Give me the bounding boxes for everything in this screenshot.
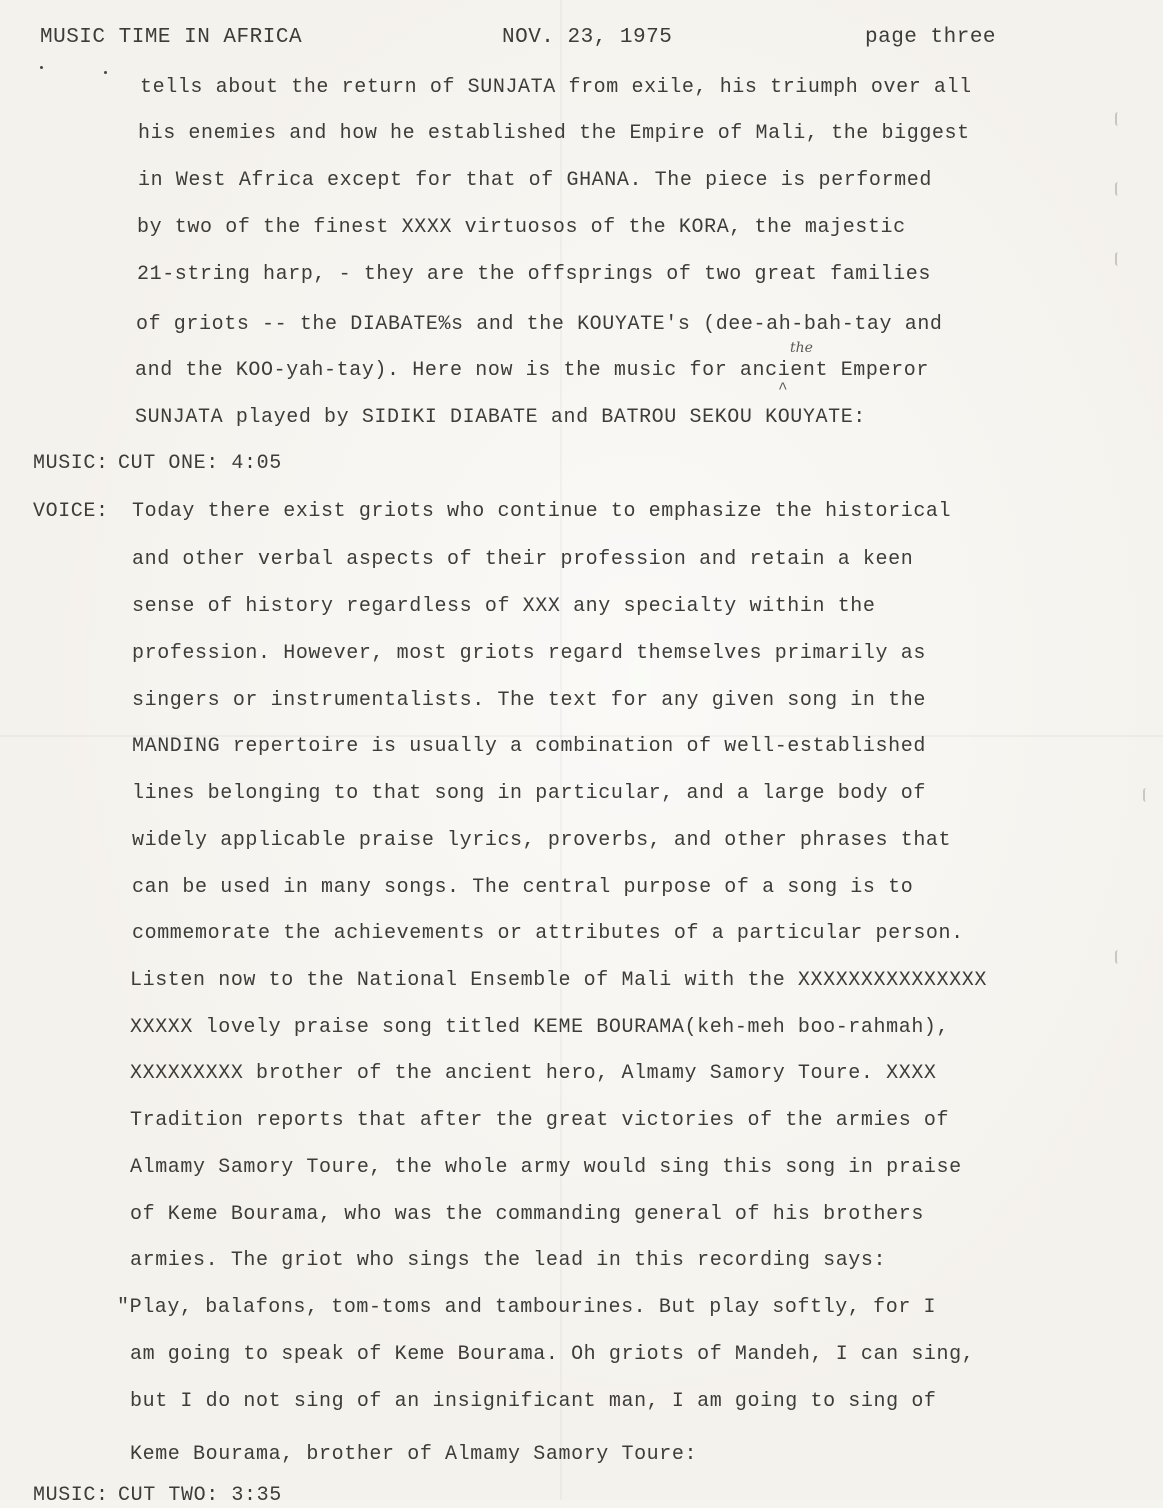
handwritten-insertion: the bbox=[790, 340, 813, 356]
text-line: XXXXX lovely praise song titled KEME BOURAMA(keh-meh boo-rahmah), bbox=[130, 1016, 950, 1039]
text-line: Today there exist griots who continue to emphasize the historical bbox=[132, 500, 952, 523]
text-line: profession. However, most griots regard themselves primarily as bbox=[132, 642, 926, 665]
cue-label: VOICE: bbox=[33, 500, 109, 523]
cue-text: CUT TWO: 3:35 bbox=[118, 1484, 282, 1507]
program-title: MUSIC TIME IN AFRICA bbox=[40, 26, 303, 49]
text-line: Almamy Samory Toure, the whole army would sing this song in praise bbox=[130, 1156, 962, 1179]
text-line: of griots -- the DIABATE%s and the KOUYATE's (dee-ah-bah-tay and bbox=[136, 313, 943, 336]
text-line: and the KOO-yah-tay). Here now is the music for ancient Emperor bbox=[135, 359, 929, 382]
text-line: Listen now to the National Ensemble of Mali with the XXXXXXXXXXXXXXX bbox=[130, 969, 987, 992]
page-number: page three bbox=[865, 26, 997, 49]
insertion-caret: ^ bbox=[778, 380, 788, 398]
text-line: "Play, balafons, tom-toms and tambourines. But play softly, for I bbox=[117, 1296, 937, 1319]
text-line: can be used in many songs. The central purpose of a song is to bbox=[132, 876, 914, 899]
text-line: SUNJATA played by SIDIKI DIABATE and BATROU SEKOU KOUYATE: bbox=[135, 406, 866, 429]
margin-mark bbox=[1143, 788, 1151, 802]
margin-mark bbox=[1115, 252, 1123, 266]
text-line: tells about the return of SUNJATA from exile, his triumph over all bbox=[140, 76, 972, 99]
cue-label: MUSIC: bbox=[33, 1484, 109, 1507]
text-line: lines belonging to that song in particular, and a large body of bbox=[132, 782, 926, 805]
text-line: 21-string harp, - they are the offsprings of two great families bbox=[137, 263, 931, 286]
ink-speck bbox=[104, 71, 107, 74]
text-line: his enemies and how he established the Empire of Mali, the biggest bbox=[138, 122, 970, 145]
text-line: by two of the finest XXXX virtuosos of the KORA, the majestic bbox=[137, 216, 906, 239]
text-line: commemorate the achievements or attributes of a particular person. bbox=[132, 922, 964, 945]
margin-mark bbox=[1115, 950, 1123, 964]
text-line: armies. The griot who sings the lead in this recording says: bbox=[130, 1249, 887, 1272]
ink-speck bbox=[40, 66, 43, 69]
text-line: but I do not sing of an insignificant man, I am going to sing of bbox=[130, 1390, 937, 1413]
page-header bbox=[0, 26, 1163, 58]
text-line: XXXXXXXXX brother of the ancient hero, Almamy Samory Toure. XXXX bbox=[130, 1062, 937, 1085]
text-line: and other verbal aspects of their profession and retain a keen bbox=[132, 548, 914, 571]
text-line: in West Africa except for that of GHANA. The piece is performed bbox=[138, 169, 932, 192]
broadcast-date: NOV. 23, 1975 bbox=[502, 26, 673, 49]
margin-mark bbox=[1115, 182, 1123, 196]
text-line: MANDING repertoire is usually a combination of well-established bbox=[132, 735, 926, 758]
text-line: singers or instrumentalists. The text for any given song in the bbox=[132, 689, 926, 712]
text-line: am going to speak of Keme Bourama. Oh griots of Mandeh, I can sing, bbox=[130, 1343, 975, 1366]
text-line: sense of history regardless of XXX any specialty within the bbox=[132, 595, 876, 618]
text-line: Tradition reports that after the great victories of the armies of bbox=[130, 1109, 950, 1132]
text-line: of Keme Bourama, who was the commanding general of his brothers bbox=[130, 1203, 924, 1226]
cue-label: MUSIC: bbox=[33, 452, 109, 475]
text-line: widely applicable praise lyrics, proverbs, and other phrases that bbox=[132, 829, 952, 852]
text-line: Keme Bourama, brother of Almamy Samory Toure: bbox=[130, 1443, 698, 1466]
cue-text: CUT ONE: 4:05 bbox=[118, 452, 282, 475]
margin-mark bbox=[1115, 112, 1123, 126]
